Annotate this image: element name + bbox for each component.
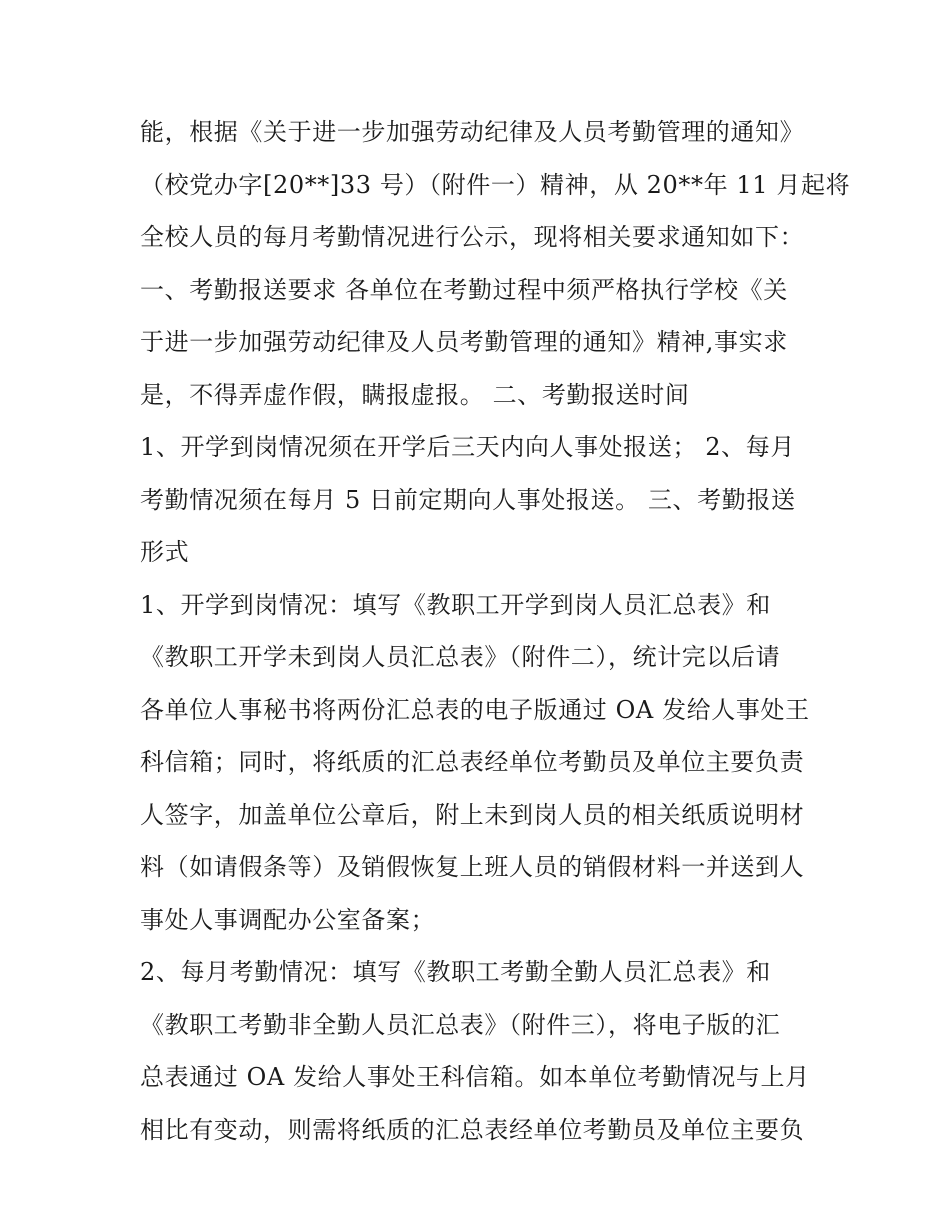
text-line: 考勤情况须在每月 5 日前定期向人事处报送。 三、考勤报送: [140, 485, 796, 514]
text-line: 总表通过 OA 发给人事处王科信箱。如本单位考勤情况与上月: [140, 1063, 810, 1091]
document-body: [140, 106, 851, 1156]
text-line: 全校人员的每月考勤情况进行公示，现将相关要求通知如下：: [140, 223, 805, 251]
text-line: 《教职工考勤非全勤人员汇总表》（附件三），将电子版的汇: [140, 1010, 781, 1039]
text-line: 《教职工开学未到岗人员汇总表》（附件二），统计完以后请: [140, 643, 781, 671]
text-line: 科信箱；同时，将纸质的汇总表经单位考勤员及单位主要负责: [140, 748, 805, 776]
text-line: （校党办字[20**]33 号）（附件一）精神，从 20**年 11 月起将: [140, 170, 851, 199]
text-line: 一、考勤报送要求 各单位在考勤过程中须严格执行学校《关: [140, 275, 788, 304]
text-line: 料（如请假条等）及销假恢复上班人员的销假材料一并送到人: [140, 853, 805, 881]
text-line: 是，不得弄虚作假，瞒报虚报。 二、考勤报送时间: [140, 380, 690, 409]
text-line: 形式: [140, 538, 190, 566]
text-line: 事处人事调配办公室备案；: [140, 905, 436, 934]
text-line: 1、开学到岗情况须在开学后三天内向人事处报送； 2、每月: [140, 433, 795, 461]
text-line: 2、每月考勤情况：填写《教职工考勤全勤人员汇总表》和: [140, 958, 771, 986]
text-line: 各单位人事秘书将两份汇总表的电子版通过 OA 发给人事处王: [140, 695, 810, 724]
text-line: 人签字，加盖单位公章后，附上未到岗人员的相关纸质说明材: [140, 800, 805, 829]
text-line: 1、开学到岗情况：填写《教职工开学到岗人员汇总表》和: [140, 590, 771, 619]
text-line: 于进一步加强劳动纪律及人员考勤管理的通知》精神,事实求: [140, 328, 788, 356]
text-line: 相比有变动，则需将纸质的汇总表经单位考勤员及单位主要负: [140, 1115, 805, 1144]
text-line: 能，根据《关于进一步加强劳动纪律及人员考勤管理的通知》: [140, 118, 805, 146]
